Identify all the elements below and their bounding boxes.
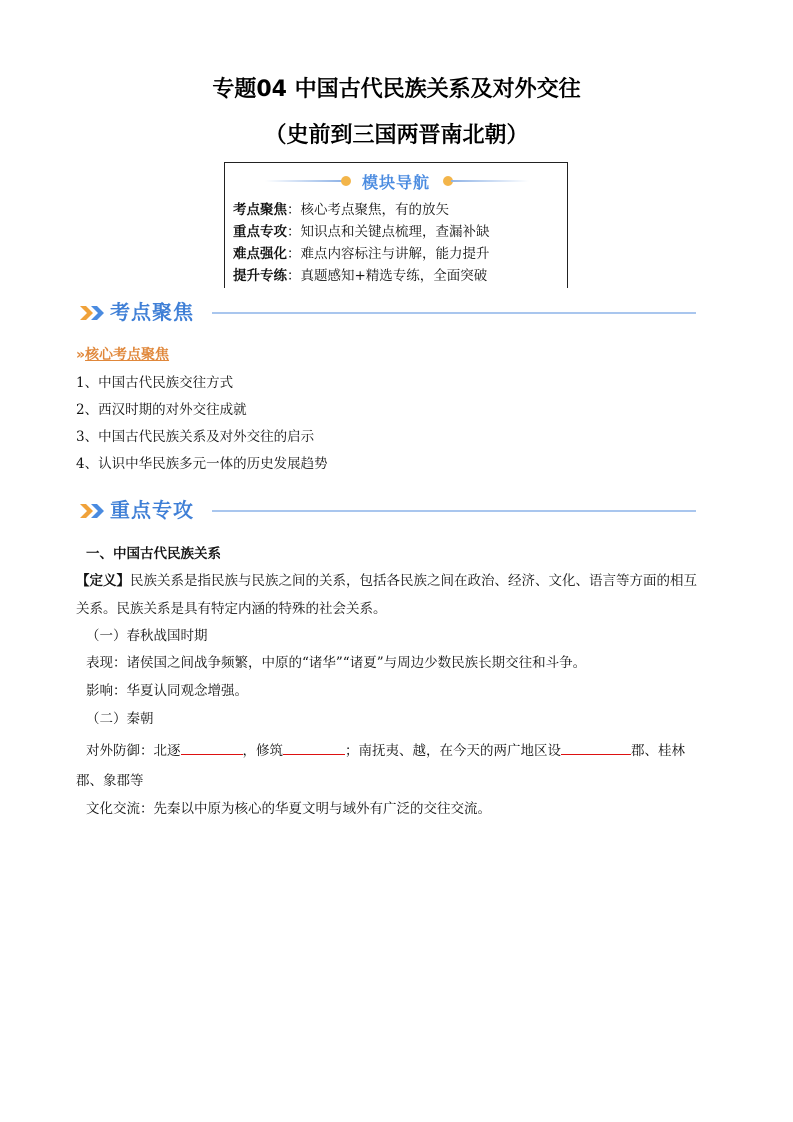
double-chevron-icon <box>80 303 106 323</box>
definition-line <box>76 572 697 590</box>
text-segment: 郡、桂林 <box>631 743 685 759</box>
list-item: 3、中国古代民族关系及对外交往的启示 <box>76 429 315 445</box>
section-banner-title: 考点聚焦 <box>110 300 194 324</box>
nav-row-text: ：核心考点聚焦，有的放矢 <box>287 202 449 218</box>
document-title: 专题04 中国古代民族关系及对外交往 <box>212 77 581 102</box>
fill-blank-1[interactable] <box>181 740 243 755</box>
fill-blank-2[interactable] <box>283 740 345 755</box>
module-navigation-box <box>224 162 568 288</box>
core-subheading-text: 核心考点聚焦 <box>85 347 170 363</box>
core-subheading <box>76 344 169 364</box>
nav-row-label: 考点聚焦 <box>233 202 287 218</box>
section-banner-zhongdian <box>80 494 696 528</box>
nav-row <box>233 267 487 285</box>
section-heading-text: 一、中国古代民族关系 <box>86 546 221 562</box>
definition-text: 民族关系是指民族与民族之间的关系，包括各民族之间在政治、经济、文化、语言等方面的相互 <box>130 573 697 589</box>
list-item: 1、中国古代民族交往方式 <box>76 375 234 391</box>
nav-decor-line-right <box>451 180 529 182</box>
paragraph-fangyu <box>86 740 685 760</box>
nav-row <box>233 223 490 241</box>
paragraph-fangyu-cont: 郡、象郡等 <box>76 773 144 789</box>
text-segment: ；南抚夷、越，在今天的两广地区设 <box>345 743 561 759</box>
paragraph-wenhua: 文化交流：先秦以中原为核心的华夏文明与域外有广泛的交往交流。 <box>86 801 491 817</box>
subheading-chunqiu: （一）春秋战国时期 <box>86 628 208 644</box>
text-segment: ，修筑 <box>242 743 283 759</box>
section-heading <box>86 545 221 563</box>
section-banner-line <box>212 312 696 314</box>
document-subtitle: （史前到三国两晋南北朝） <box>264 123 529 148</box>
subheading-qin: （二）秦朝 <box>86 711 154 727</box>
paragraph-biaoxian: 表现：诸侯国之间战争频繁，中原的“诸华”“诸夏”与周边少数民族长期交往和斗争。 <box>86 655 587 671</box>
section-banner-title: 重点专攻 <box>110 498 194 522</box>
nav-row <box>233 201 449 219</box>
nav-row-text: ：难点内容标注与讲解，能力提升 <box>287 246 490 262</box>
chevron-right-icon: » <box>76 347 86 363</box>
list-item: 4、认识中华民族多元一体的历史发展趋势 <box>76 456 328 472</box>
definition-line-2: 关系。民族关系是具有特定内涵的特殊的社会关系。 <box>76 601 387 617</box>
double-chevron-icon <box>80 501 106 521</box>
nav-row-label: 重点专攻 <box>233 224 287 240</box>
text-segment: 对外防御：北逐 <box>86 743 181 759</box>
section-banner-kaodian <box>80 296 696 330</box>
core-points-list <box>76 374 328 482</box>
nav-row-text: ：真题感知+精选专练，全面突破 <box>287 268 488 284</box>
list-item: 2、西汉时期的对外交往成就 <box>76 402 247 418</box>
nav-title: 模块导航 <box>361 173 430 192</box>
fill-blank-3[interactable] <box>561 740 631 755</box>
definition-label: 【定义】 <box>76 573 130 589</box>
section-banner-line <box>212 510 696 512</box>
paragraph-yingxiang: 影响：华夏认同观念增强。 <box>86 683 248 699</box>
nav-row <box>233 245 490 263</box>
nav-row-text: ：知识点和关键点梳理，查漏补缺 <box>287 224 490 240</box>
nav-header <box>225 169 567 193</box>
nav-row-label: 提升专练 <box>233 268 287 284</box>
nav-row-label: 难点强化 <box>233 246 287 262</box>
